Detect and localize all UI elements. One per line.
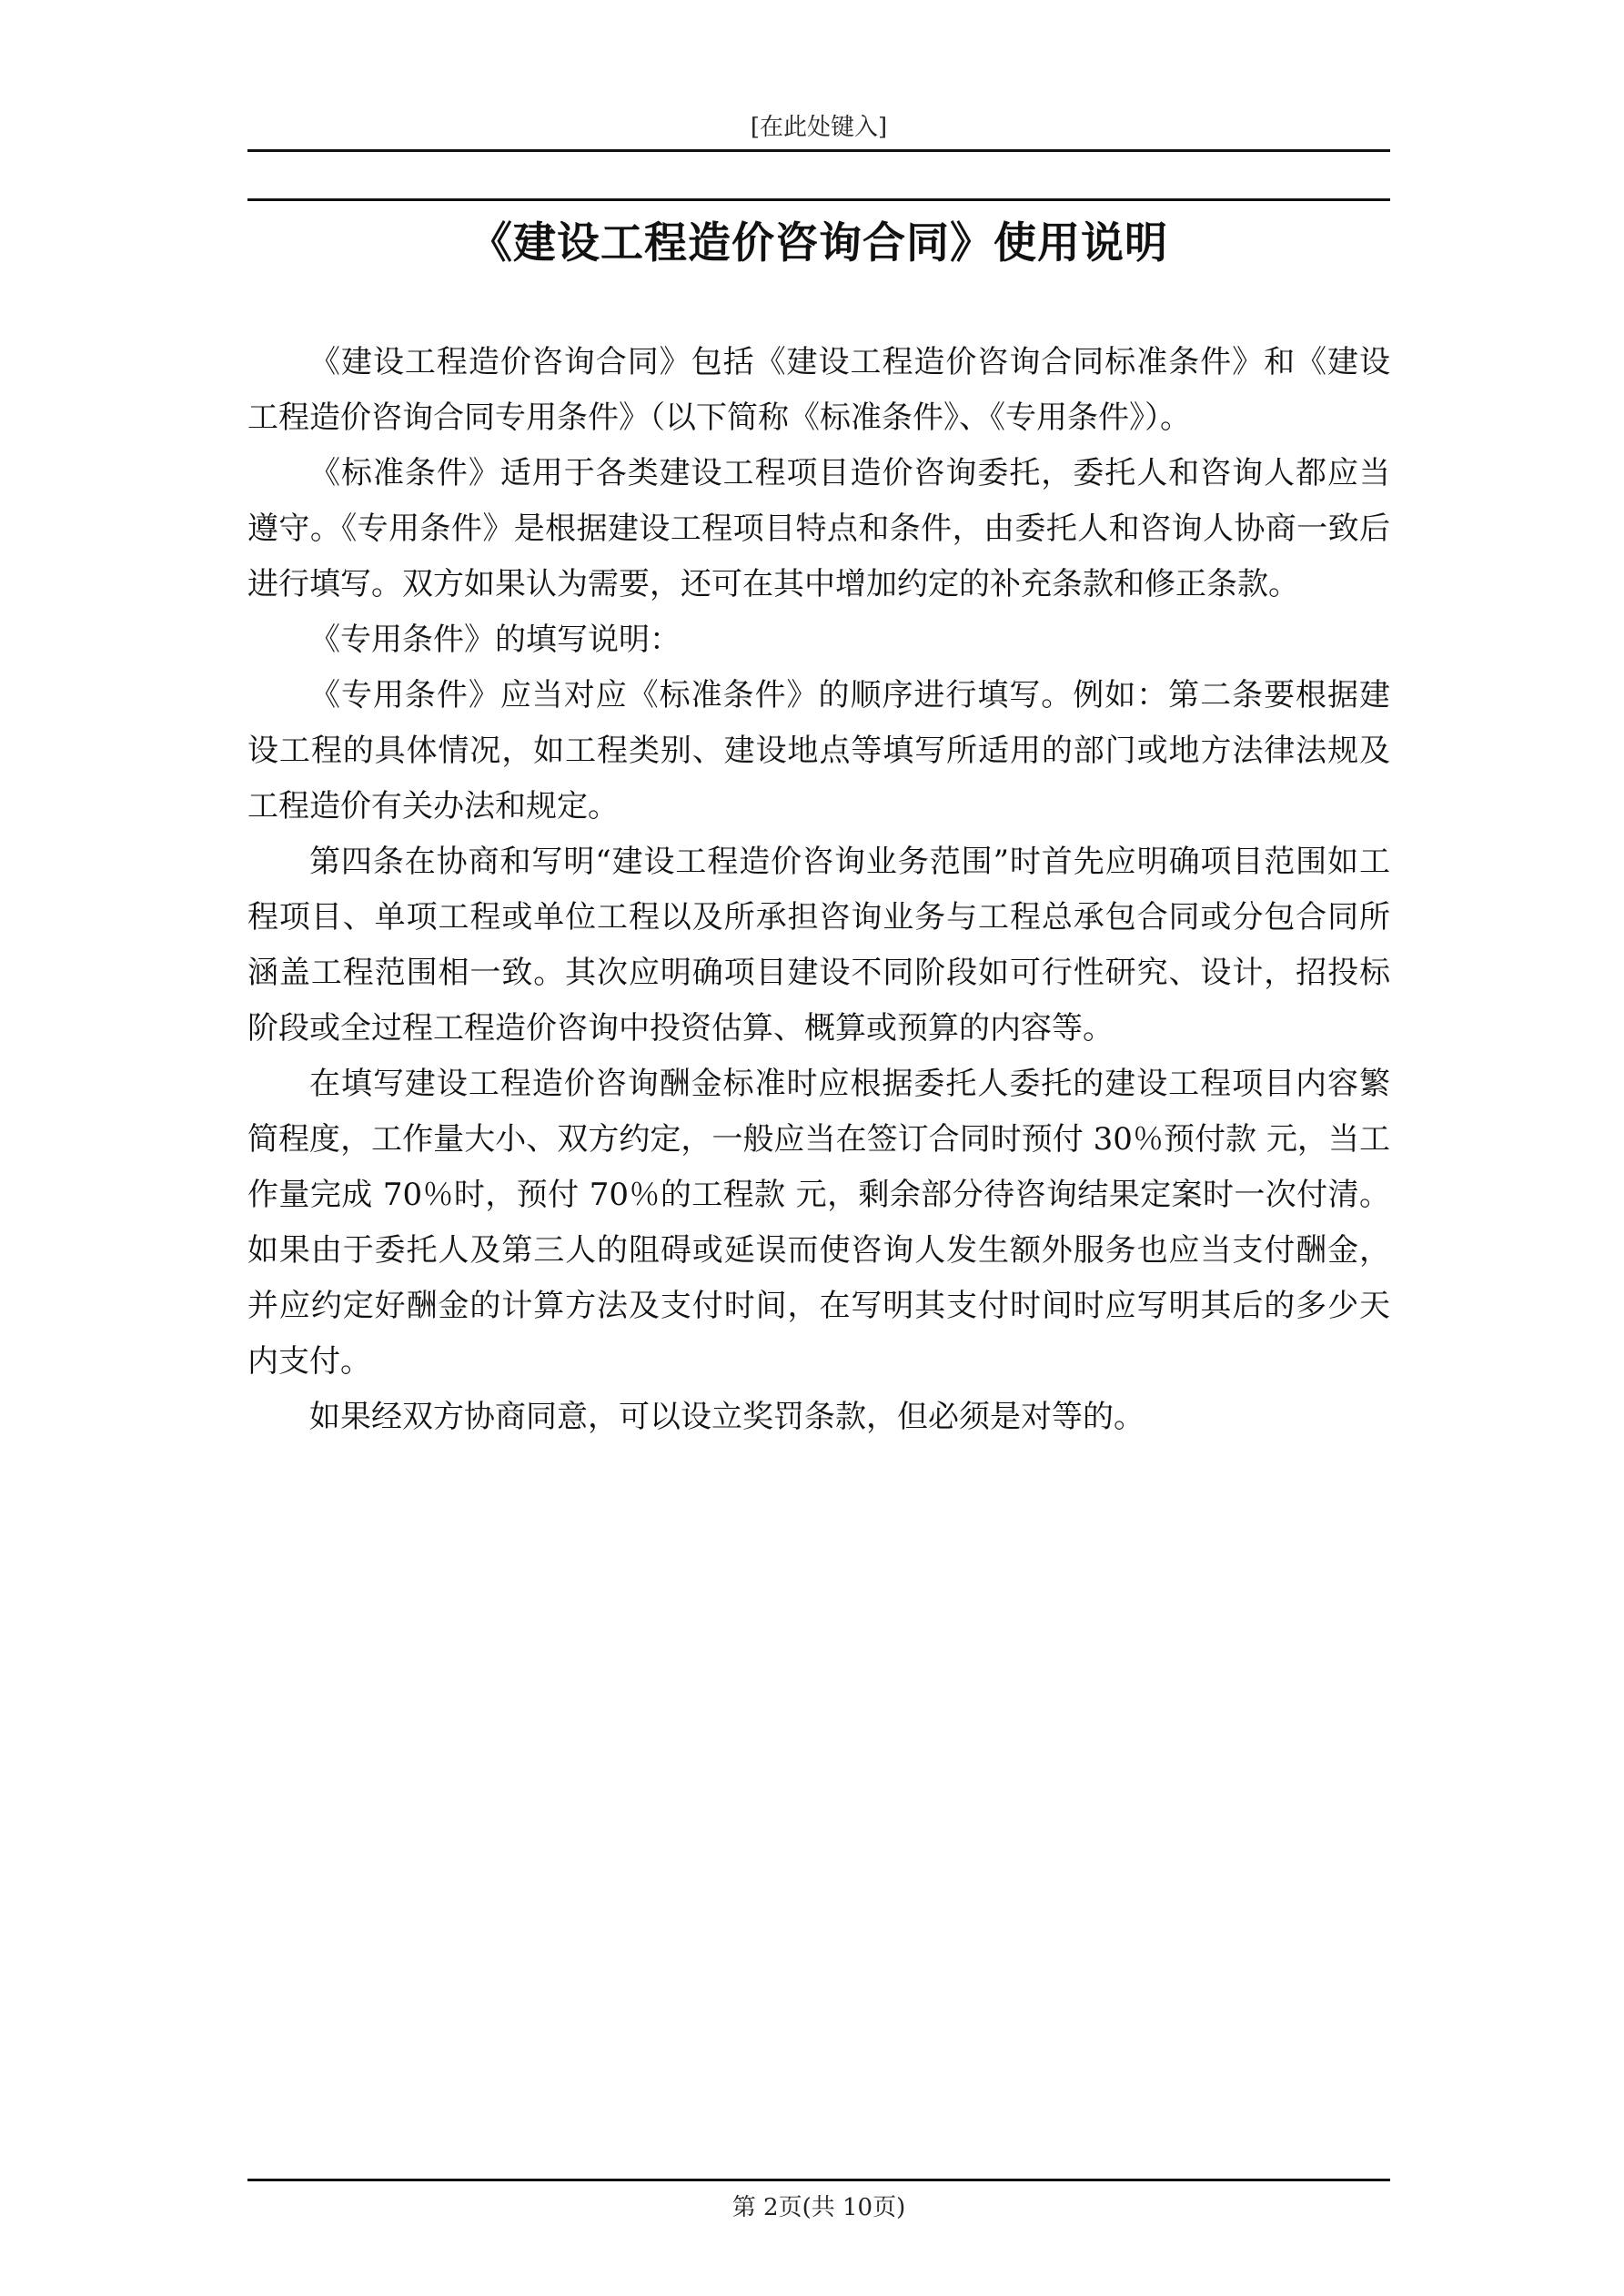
page-number: 第 2页(共 10页) bbox=[731, 2194, 906, 2221]
paragraph-reward-penalty: 如果经双方协商同意，可以设立奖罚条款，但必须是对等的。 bbox=[309, 1399, 1145, 1435]
document-title: 《建设工程造价咨询合同》使用说明 bbox=[469, 218, 1168, 268]
paragraph-standard-conditions: 《标准条件》适用于各类建设工程项目造价咨询委托，委托人和咨询人都应当遵守。《专用条件》是根据建设工程项目特点和条件，由委托人和咨询人协商一致后进行填写。双方如果认为需要，还可在其中增加约定的补充条款和修正条款。 bbox=[247, 455, 1390, 602]
document-body bbox=[247, 335, 1390, 1445]
page-header: [在此处键入] bbox=[750, 114, 888, 141]
paragraph-fee-standard: 在填写建设工程造价咨询酬金标准时应根据委托人委托的建设工程项目内容繁简程度，工作量大小、双方约定，一般应当在签订合同时预付 30％预付款 元，当工作量完成 70％时，预付 70％的工程款 元，剩余部分待咨询结果定案时一次付清。如果由于委托人及第三人的阻碍或延误而使咨询人发生额外服务也应当支付酬金，并应约定好酬金的计算方法及支付时间，在写明其支付时间时应写明其后的多少天内支付。 bbox=[247, 1066, 1390, 1380]
paragraph-special-conditions-heading: 《专用条件》的填写说明： bbox=[309, 622, 681, 658]
header-divider bbox=[247, 149, 1390, 152]
paragraph-article-four: 第四条在协商和写明“建设工程造价咨询业务范围”时首先应明确项目范围如工程项目、单项工程或单位工程以及所承担咨询业务与工程总承包合同或分包合同所涵盖工程范围相一致。其次应明确项目建设不同阶段如可行性研究、设计，招投标阶段或全过程工程造价咨询中投资估算、概算或预算的内容等。 bbox=[247, 844, 1390, 1047]
footer-divider bbox=[247, 2179, 1390, 2181]
title-divider bbox=[247, 198, 1390, 201]
paragraph-filling-order: 《专用条件》应当对应《标准条件》的顺序进行填写。例如：第二条要根据建设工程的具体情况，如工程类别、建设地点等填写所适用的部门或地方法律法规及工程造价有关办法和规定。 bbox=[247, 677, 1390, 824]
paragraph-contract-composition: 《建设工程造价咨询合同》包括《建设工程造价咨询合同标准条件》和《建设工程造价咨询合同专用条件》（以下简称《标准条件》、《专用条件》）。 bbox=[247, 344, 1390, 436]
